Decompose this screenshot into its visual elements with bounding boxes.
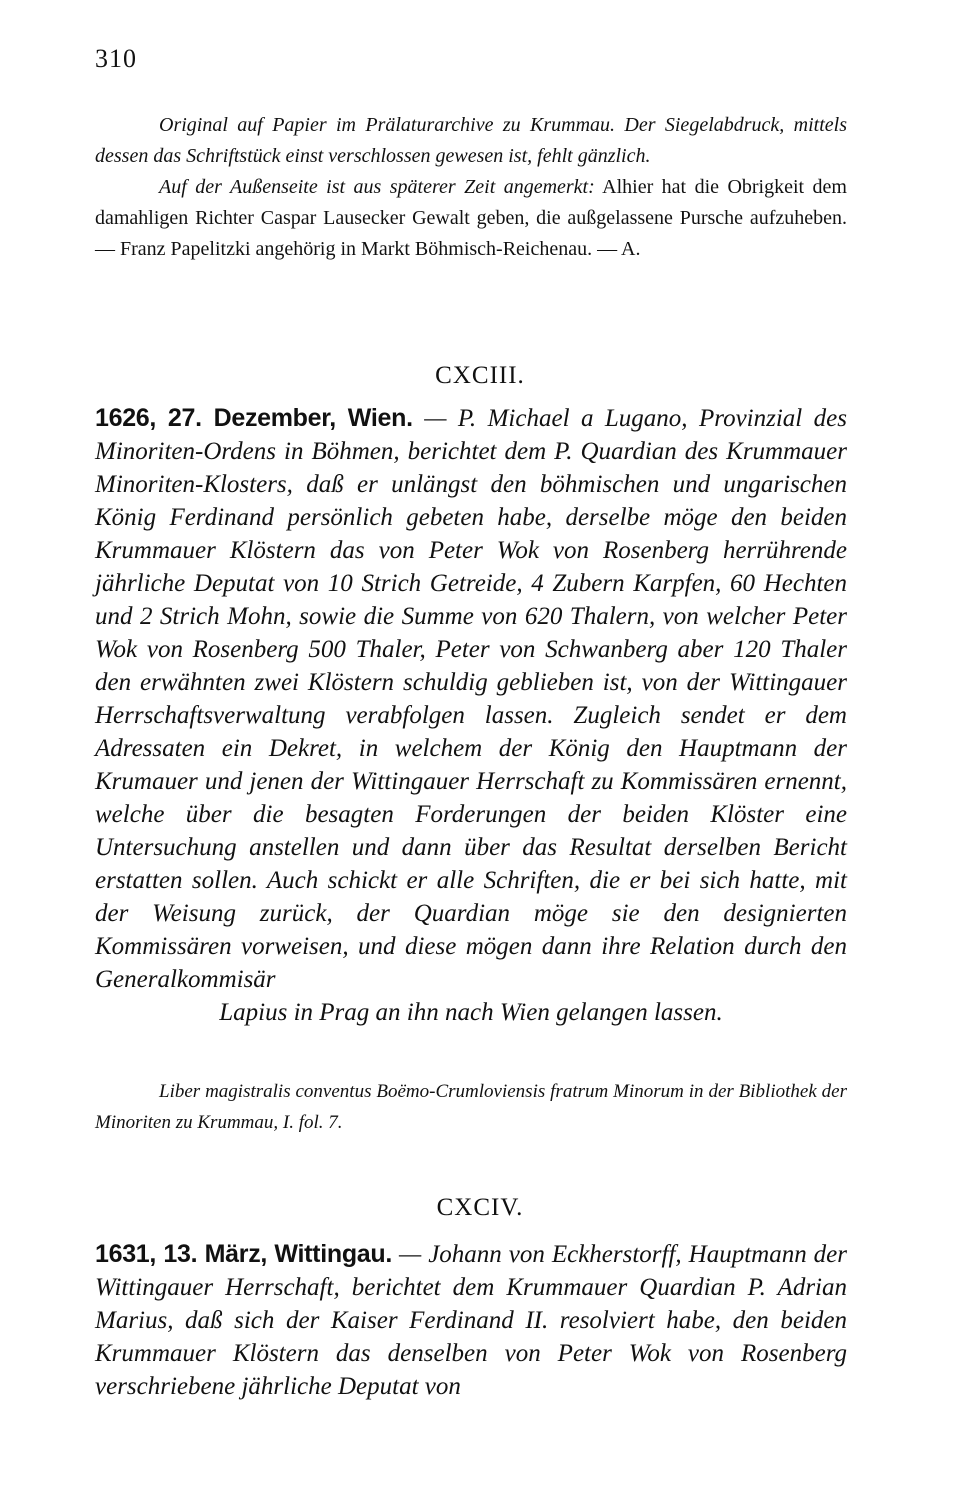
entry-last-line: Lapius in Prag an ihn nach Wien gelangen lassen.: [219, 999, 723, 1026]
note-paragraph-1: Original auf Papier im Prälaturarchive zu Krummau. Der Siegelabdruck, mittels dessen das Schriftstück einst verschlossen gewesen ist, fehlt gänzlich.: [95, 114, 847, 167]
archival-note: [95, 110, 847, 265]
note-paragraph-2: [95, 172, 847, 265]
page-number: 310: [95, 44, 137, 73]
regest-body: [95, 1238, 847, 1403]
entry-regest-cxciii: [95, 402, 847, 1029]
entry-text: — P. Michael a Lugano, Provinzial des Minoriten-Ordens in Böhmen, berichtet dem P. Quardian des Krummauer Minoriten-Klosters, daß er unlängst den böhmischen und ungarischen König Ferdinand persönlich gebeten habe, derselbe möge den beiden Krummauer Klöstern das von Peter Wok von Rosenberg herrührende jährliche Deputat von 10 Strich Getreide, 4 Zubern Karpfen, 60 Hechten und 2 Strich Mohn, sowie die Summe von 620 Thalern, von welcher Peter Wok von Rosenberg 500 Thaler, Peter von Schwanberg aber 120 Thaler den erwähnten zwei Klöstern schuldig geblieben ist, von der Wittingauer Herrschaftsverwaltung verabfolgen lassen. Zugleich sendet er dem Adressaten ein Dekret, in welchem der König den Hauptmann der Krumauer und jenen der Wittingauer Herrschaft zu Kommissären ernennt, welche über die besagten Forderungen der beiden Klöster eine Untersuchung anstellen und dann über das Resultat derselben Bericht erstatten sollen. Auch schickt er alle Schriften, die er bei sich hatte, mit der Weisung zurück, der Quardian möge sie den designierten Kommissären vorweisen, und diese mögen dann ihre Relation durch den Generalkommisär: [95, 405, 848, 993]
entry-regest-cxciv: [95, 1238, 847, 1403]
note-paragraph-2-italic: Auf der Außenseite ist aus späterer Zeit angemerkt:: [159, 176, 595, 198]
entry-source-note: Liber magistralis conventus Boëmo-Crumloviensis fratrum Minorum in der Bibliothek der Minoriten zu Krummau, I. fol. 7.: [95, 1081, 847, 1133]
entry-numeral-cxciv: CXCIV.: [436, 1194, 524, 1221]
entry-text: — Johann von Eckherstorff, Hauptmann der Wittingauer Herrschaft, berichtet dem Krummauer Quardian P. Adrian Marius, daß sich der Kaiser Ferdinand II. resolviert habe, den beiden Krummauer Klöstern das denselben von Peter Wok von Rosenberg verschriebene jährliche Deputat von: [95, 1241, 847, 1400]
note-paragraph-2-quote: Alhier hat die Obrigkeit dem damahligen Richter Caspar Lausecker Gewalt geben, die außgelassene Pursche aufzuheben. — Franz Papelitzki angehörig in Markt Böhmisch-Reichenau. — A.: [95, 176, 847, 260]
regest-body: [95, 402, 847, 996]
entry-heading: 1631, 13. März, Wittingau.: [95, 1240, 393, 1268]
entry-heading: 1626, 27. Dezember, Wien.: [95, 404, 413, 432]
entry-numeral-cxciii: CXCIII.: [435, 362, 525, 389]
